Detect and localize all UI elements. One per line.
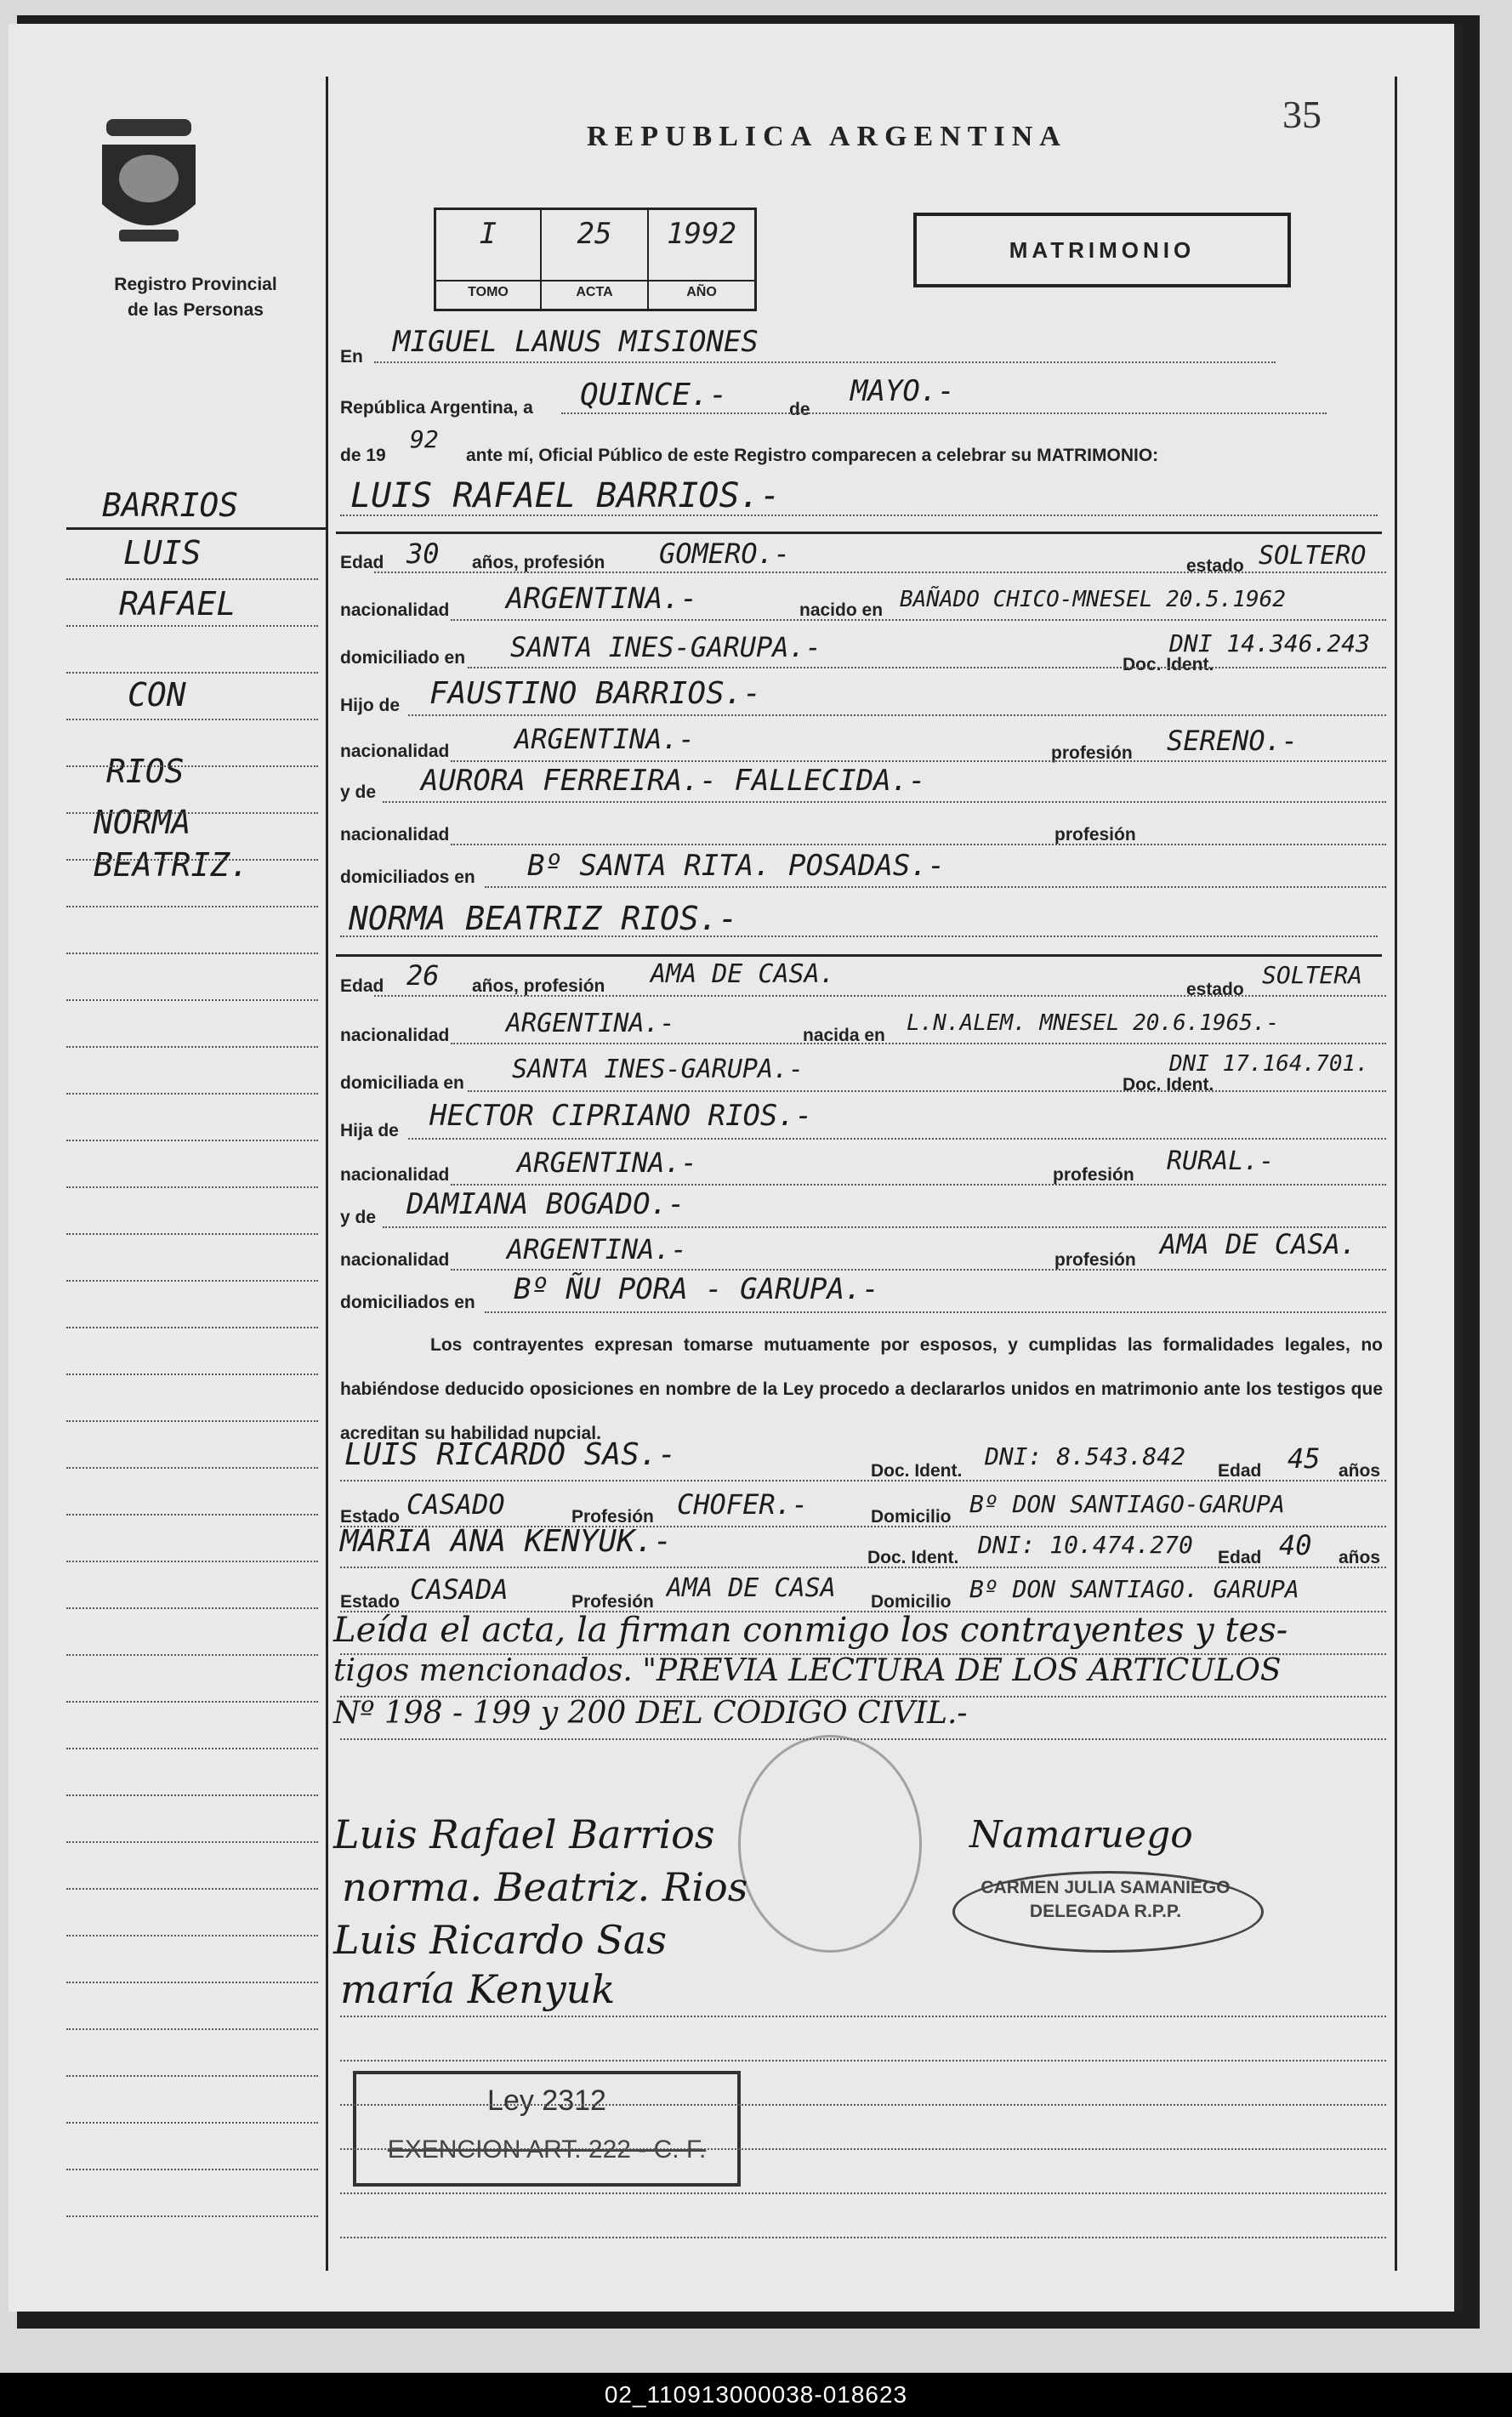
groom-estado-value: SOLTERO <box>1259 541 1367 571</box>
groom-nacido-value: BAÑADO CHICO-MNESEL 20.5.1962 <box>900 587 1286 612</box>
margin-name-con: CON <box>128 676 186 714</box>
signature-witness-1: Luis Ricardo Sas <box>333 1917 667 1963</box>
bride-dom-label: domiciliada en <box>340 1073 464 1093</box>
bride-name-line <box>340 936 1378 937</box>
groom-madre-prof-label: profesión <box>1054 825 1136 845</box>
groom-padre-value: FAUSTINO BARRIOS.- <box>429 676 762 711</box>
republic-label: República Argentina, a <box>340 398 533 418</box>
groom-nacido-label: nacido en <box>799 600 884 620</box>
groom-madre-line <box>383 801 1386 803</box>
bride-padre-nac-value: ARGENTINA.- <box>517 1146 697 1179</box>
en-label: En <box>340 347 363 367</box>
closing-line-3-rule <box>340 1738 1386 1740</box>
margin-name-rios: RIOS <box>106 753 185 790</box>
margin-rule-line <box>66 719 318 720</box>
groom-padre-nac-value: ARGENTINA.- <box>514 723 695 755</box>
margin-rule-line <box>66 1373 318 1375</box>
groom-padres-dom-line <box>485 886 1386 888</box>
margin-rule-line <box>66 672 318 674</box>
groom-padre-nac-label: nacionalidad <box>340 742 450 761</box>
body-rule-line <box>340 2192 1386 2194</box>
right-border-rule <box>1395 77 1397 2271</box>
official-signature: Namaruego <box>969 1813 1193 1857</box>
margin-rule-line <box>66 1982 318 1983</box>
margin-name-norma: NORMA <box>94 804 191 841</box>
margin-rule-line <box>66 765 318 767</box>
groom-profesion-value: GOMERO.- <box>659 537 791 570</box>
groom-madre-nac-line <box>451 844 1386 845</box>
margin-rule-line <box>66 1467 318 1469</box>
tomo-value: I <box>479 217 497 251</box>
acta-value: 25 <box>577 217 612 251</box>
bride-nacida-label: nacida en <box>803 1026 885 1045</box>
groom-profesion-label: años, profesión <box>472 553 605 572</box>
margin-rule-line <box>66 2169 318 2170</box>
bride-doc-label: Doc. Ident. <box>1123 1075 1214 1095</box>
bride-madre-prof-value: AMA DE CASA. <box>1160 1228 1357 1260</box>
bride-dom-value: SANTA INES-GARUPA.- <box>512 1055 804 1084</box>
bride-padres-dom-line <box>485 1311 1386 1313</box>
law-exemption-stamp <box>353 2071 741 2187</box>
groom-padre-nac-line <box>451 760 1386 762</box>
witness-1-estado-label: Estado <box>340 1507 401 1527</box>
year-prefix-label: de 19 <box>340 446 386 465</box>
signature-witness-2: maría Kenyuk <box>340 1966 616 2012</box>
bride-padre-line <box>408 1138 1386 1140</box>
place-value: MIGUEL LANUS MISIONES <box>393 325 759 359</box>
groom-edad-line <box>374 572 1386 573</box>
groom-madre-nac-label: nacionalidad <box>340 825 450 845</box>
closing-line-2: tigos mencionados. "PREVIA LECTURA DE LOS ARTICULOS <box>333 1653 1282 1688</box>
official-name: CARMEN JULIA SAMANIEGO <box>981 1878 1231 1897</box>
bride-estado-value: SOLTERA <box>1262 961 1363 989</box>
witness-1-doc-label: Doc. Ident. <box>871 1461 963 1481</box>
margin-rule-line <box>66 1280 318 1282</box>
margin-rule-line <box>66 1607 318 1609</box>
bride-profesion-label: años, profesión <box>472 976 605 996</box>
groom-nac-line <box>451 619 1386 621</box>
margin-rule-line <box>66 2215 318 2217</box>
bride-nacida-value: L.N.ALEM. MNESEL 20.6.1965.- <box>907 1010 1280 1036</box>
witness-2-doc-label: Doc. Ident. <box>867 1548 959 1567</box>
margin-name-barrios: BARRIOS <box>102 486 239 524</box>
groom-hijo-label: Hijo de <box>340 696 401 715</box>
bride-edad-label: Edad <box>340 976 384 996</box>
margin-rule-line <box>66 1794 318 1796</box>
bride-hija-label: Hija de <box>340 1121 399 1140</box>
groom-padre-prof-value: SERENO.- <box>1167 725 1299 757</box>
margin-rule-line <box>66 1561 318 1562</box>
day-line <box>561 412 1327 414</box>
body-rule-line <box>340 2060 1386 2062</box>
year-suffix-value: 92 <box>410 425 439 453</box>
groom-dom-label: domiciliado en <box>340 648 466 668</box>
margin-rule-line <box>66 1514 318 1516</box>
bride-edad-value: 26 <box>406 959 440 992</box>
groom-padre-line <box>408 714 1386 716</box>
ano-value: 1992 <box>667 217 736 251</box>
groom-doc-value: DNI 14.346.243 <box>1169 629 1371 657</box>
left-column-rule <box>326 77 328 2271</box>
bride-padre-prof-label: profesión <box>1053 1165 1134 1185</box>
bride-madre-prof-label: profesión <box>1054 1250 1136 1270</box>
bride-padre-nac-label: nacionalidad <box>340 1165 450 1185</box>
groom-dom-line <box>468 667 1386 668</box>
ano-cell <box>649 210 754 309</box>
margin-rule-line <box>66 2028 318 2030</box>
bride-padre-prof-value: RURAL.- <box>1167 1146 1275 1176</box>
groom-dom-value: SANTA INES-GARUPA.- <box>510 631 822 663</box>
witness-2-edad-label: Edad <box>1218 1548 1262 1567</box>
margin-rule-line <box>66 859 318 861</box>
groom-edad-label: Edad <box>340 553 384 572</box>
signature-groom: Luis Rafael Barrios <box>333 1811 715 1857</box>
witness-2-edad: 40 <box>1279 1529 1312 1561</box>
groom-estado-label: estado <box>1186 556 1244 576</box>
margin-rule-line <box>66 1420 318 1422</box>
margin-rule-line <box>66 1701 318 1703</box>
groom-edad-value: 30 <box>406 537 440 570</box>
margin-rule-line <box>66 2122 318 2124</box>
witness-1-estado: CASADO <box>406 1488 505 1521</box>
body-rule-line <box>340 2148 1386 2150</box>
groom-yde-label: y de <box>340 782 377 802</box>
margin-rule-line <box>66 1233 318 1235</box>
tomo-cell <box>436 210 542 309</box>
body-rule-line <box>340 2104 1386 2106</box>
acta-cell <box>542 210 649 309</box>
document-type-box: MATRIMONIO <box>913 213 1291 287</box>
margin-rule-line <box>66 1046 318 1048</box>
page-title: REPUBLICA ARGENTINA <box>587 121 1067 152</box>
bride-padre-value: HECTOR CIPRIANO RIOS.- <box>429 1099 813 1133</box>
margin-name-beatriz: BEATRIZ. <box>94 846 250 884</box>
witness-2-prof: AMA DE CASA <box>667 1573 836 1603</box>
witness-2-dom-label: Domicilio <box>871 1592 952 1612</box>
bride-domd-label: domiciliados en <box>340 1293 475 1312</box>
margin-rule-line <box>66 999 318 1001</box>
bride-nac-value: ARGENTINA.- <box>506 1009 675 1038</box>
bride-padre-nac-line <box>451 1184 1386 1186</box>
day-value: QUINCE.- <box>580 378 728 412</box>
bride-doc-value: DNI 17.164.701. <box>1169 1051 1369 1077</box>
body-rule-line <box>340 2016 1386 2017</box>
groom-madre-value: AURORA FERREIRA.- FALLECIDA.- <box>421 764 926 798</box>
margin-rule-line <box>66 1654 318 1656</box>
tomo-label: TOMO <box>436 280 540 300</box>
witness-2-doc: DNI: 10.474.270 <box>978 1531 1193 1559</box>
witness-1-line <box>340 1480 1386 1481</box>
groom-padre-prof-label: profesión <box>1051 743 1133 763</box>
margin-rule-line <box>66 1327 318 1328</box>
official-round-seal <box>738 1735 922 1953</box>
file-identifier-bar: 02_110913000038-018623 <box>0 2373 1512 2417</box>
groom-name-line <box>340 515 1378 516</box>
witness-1-dom: Bº DON SANTIAGO-GARUPA <box>969 1490 1285 1518</box>
groom-domd-label: domiciliados en <box>340 867 475 887</box>
witness-1-prof: CHOFER.- <box>677 1488 809 1521</box>
groom-padres-dom-value: Bº SANTA RITA. POSADAS.- <box>527 849 946 883</box>
witness-2-prof-label: Profesión <box>571 1592 654 1612</box>
bride-profesion-value: AMA DE CASA. <box>651 959 835 989</box>
bride-dom-line <box>468 1090 1386 1092</box>
bride-yde-label: y de <box>340 1208 377 1227</box>
margin-rule-line <box>66 578 318 580</box>
margin-name-rafael: RAFAEL <box>119 585 236 623</box>
witness-2-name: MARIA ANA KENYUK.- <box>340 1524 673 1559</box>
groom-doc-label: Doc. Ident. <box>1123 655 1214 674</box>
margin-rule-line <box>66 906 318 907</box>
margin-name-luis: LUIS <box>123 534 202 572</box>
page-number: 35 <box>1282 93 1322 136</box>
closing-line-1: Leída el acta, la firman conmigo los contrayentes y tes- <box>333 1611 1288 1650</box>
margin-rule-line <box>66 1935 318 1936</box>
margin-rule-line <box>66 1140 318 1141</box>
record-number-box <box>434 208 757 311</box>
place-line <box>374 361 1276 363</box>
stamp-law-line: Ley 2312 <box>487 2084 606 2117</box>
bride-separator <box>336 954 1382 957</box>
witness-1-edad: 45 <box>1287 1442 1321 1475</box>
declaration-paragraph: Los contrayentes expresan tomarse mutuamente por esposos, y cumplidas las formalidades legales, no habiéndose deducido oposiciones en nombre de la Ley procedo a declararlos unidos en matrimonio ante los testigos que acreditan su habilidad nupcial. <box>340 1335 1383 1443</box>
witness-1-name: LUIS RICARDO SAS.- <box>344 1437 677 1472</box>
witness-1-doc: DNI: 8.543.842 <box>985 1442 1186 1470</box>
witness-1-edad-label: Edad <box>1218 1461 1262 1481</box>
coat-of-arms-seal <box>94 111 204 255</box>
groom-separator <box>336 532 1382 534</box>
witness-2-line <box>340 1567 1386 1568</box>
registry-label: Registro Provincial de las Personas <box>114 275 277 320</box>
witness-1-dom-label: Domicilio <box>871 1507 952 1527</box>
body-rule-line <box>340 2237 1386 2238</box>
margin-name-rule <box>66 527 326 530</box>
witness-2-estado-label: Estado <box>340 1592 401 1612</box>
acta-label: ACTA <box>542 280 647 300</box>
bride-padres-dom-value: Bº ÑU PORA - GARUPA.- <box>514 1272 879 1306</box>
groom-nac-label: nacionalidad <box>340 600 450 620</box>
margin-rule-line <box>66 1841 318 1843</box>
bride-nac-line <box>451 1043 1386 1044</box>
signature-bride: norma. Beatriz. Rios <box>342 1864 748 1910</box>
closing-line-3: Nº 198 - 199 y 200 DEL CODIGO CIVIL.- <box>333 1696 968 1731</box>
bride-estado-label: estado <box>1186 980 1244 999</box>
margin-rule-line <box>66 625 318 627</box>
witness-2-anos-label: años <box>1339 1548 1381 1567</box>
bride-nac-label: nacionalidad <box>340 1026 450 1045</box>
ano-label: AÑO <box>649 280 754 300</box>
bride-edad-line <box>374 995 1386 997</box>
month-value: MAYO.- <box>850 374 955 408</box>
bride-name-value: NORMA BEATRIZ RIOS.- <box>349 900 738 937</box>
bride-madre-value: DAMIANA BOGADO.- <box>406 1187 685 1221</box>
bride-madre-nac-line <box>451 1269 1386 1271</box>
witness-2-estado: CASADA <box>410 1573 509 1606</box>
groom-nac-value: ARGENTINA.- <box>506 582 698 616</box>
margin-rule-line <box>66 2075 318 2077</box>
groom-name-value: LUIS RAFAEL BARRIOS.- <box>350 476 781 515</box>
witness-1-anos-label: años <box>1339 1461 1381 1481</box>
bride-madre-nac-value: ARGENTINA.- <box>507 1233 687 1265</box>
margin-rule-line <box>66 1748 318 1749</box>
margin-rule-line <box>66 812 318 814</box>
margin-rule-line <box>66 1888 318 1890</box>
official-role: DELEGADA R.P.P. <box>1029 1902 1182 1921</box>
margin-rule-line <box>66 953 318 954</box>
margin-rule-line <box>66 1093 318 1095</box>
bride-madre-nac-label: nacionalidad <box>340 1250 450 1270</box>
witness-2-dom: Bº DON SANTIAGO. GARUPA <box>969 1575 1299 1603</box>
witness-1-prof-label: Profesión <box>571 1507 654 1527</box>
stamp-exemption-line: EXENCION ART. 222 - C. F. <box>387 2135 707 2164</box>
margin-rule-line <box>66 1186 318 1188</box>
declaration-label: ante mí, Oficial Público de este Registro comparecen a celebrar su MATRIMONIO: <box>466 446 1159 465</box>
de-label: de <box>789 400 810 419</box>
